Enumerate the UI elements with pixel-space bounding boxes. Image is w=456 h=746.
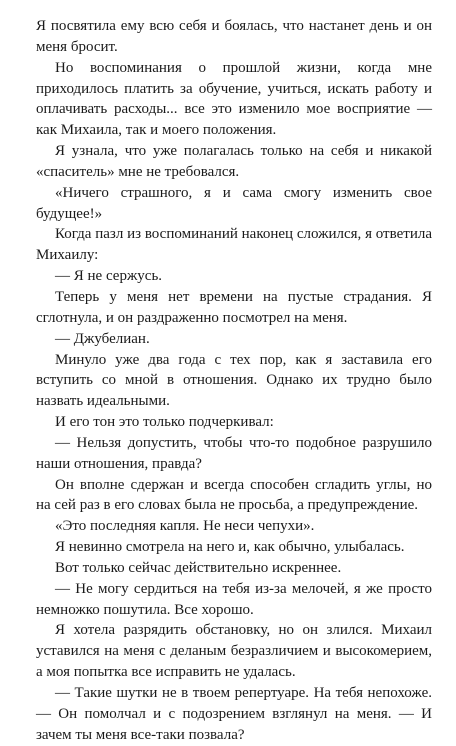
paragraph: Я узнала, что уже полагалась только на себя и никакой «спаситель» мне не требовался. bbox=[36, 143, 432, 180]
paragraph: — Я не сержусь. bbox=[55, 268, 163, 285]
paragraph: — Не могу сердиться на тебя из-за мелочей, я же просто немножко пошутила. Все хорошо. bbox=[36, 580, 432, 618]
paragraph: Я хотела разрядить обстановку, но он злился. Михаил уставился на меня с деланым безразличием и высокомерием, а моя попытка все исправить не удалась. bbox=[36, 622, 432, 681]
paragraph: Он вполне сдержан и всегда способен сгладить углы, но на сей раз в его словах была не просьба, а предупреждение. bbox=[36, 476, 432, 514]
paragraph: Вот только сейчас действительно искреннее. bbox=[55, 559, 342, 576]
paragraph: Теперь у меня нет времени на пустые страдания. Я сглотнула, и он раздраженно посмотрел на меня. bbox=[36, 288, 432, 326]
paragraph: Я посвятила ему всю себя и боялась, что настанет день и он меня бросит. bbox=[36, 18, 432, 55]
paragraph: Минуло уже два года с тех пор, как я заставила его вступить со мной в отношения. Однако их трудно было назвать идеальными. bbox=[36, 351, 432, 410]
paragraph: — Джубелиан. bbox=[55, 330, 150, 347]
paragraph: — Нельзя допустить, чтобы что-то подобное разрушило наши отношения, правда? bbox=[36, 434, 432, 472]
page-text bbox=[36, 16, 432, 746]
paragraph: «Ничего страшного, я и сама смогу изменить свое будущее!» bbox=[36, 184, 432, 222]
paragraph: Но воспоминания о прошлой жизни, когда мне приходилось платить за обучение, учиться, искать работу и оплачивать расходы... все это изменило мое восприятие — как Михаила, так и моего положения. bbox=[36, 59, 432, 139]
paragraph: «Это последняя капля. Не неси чепухи». bbox=[55, 518, 315, 535]
paragraph: Когда пазл из воспоминаний наконец сложился, я ответила Михаилу: bbox=[36, 226, 432, 264]
paragraph: И его тон это только подчеркивал: bbox=[55, 414, 274, 431]
paragraph: Я невинно смотрела на него и, как обычно, улыбалась. bbox=[55, 539, 405, 556]
paragraph: — Такие шутки не в твоем репертуаре. На тебя непохоже. — Он помолчал и с подозрением взглянул на меня. — И зачем ты меня все-таки позвала? bbox=[36, 685, 432, 743]
